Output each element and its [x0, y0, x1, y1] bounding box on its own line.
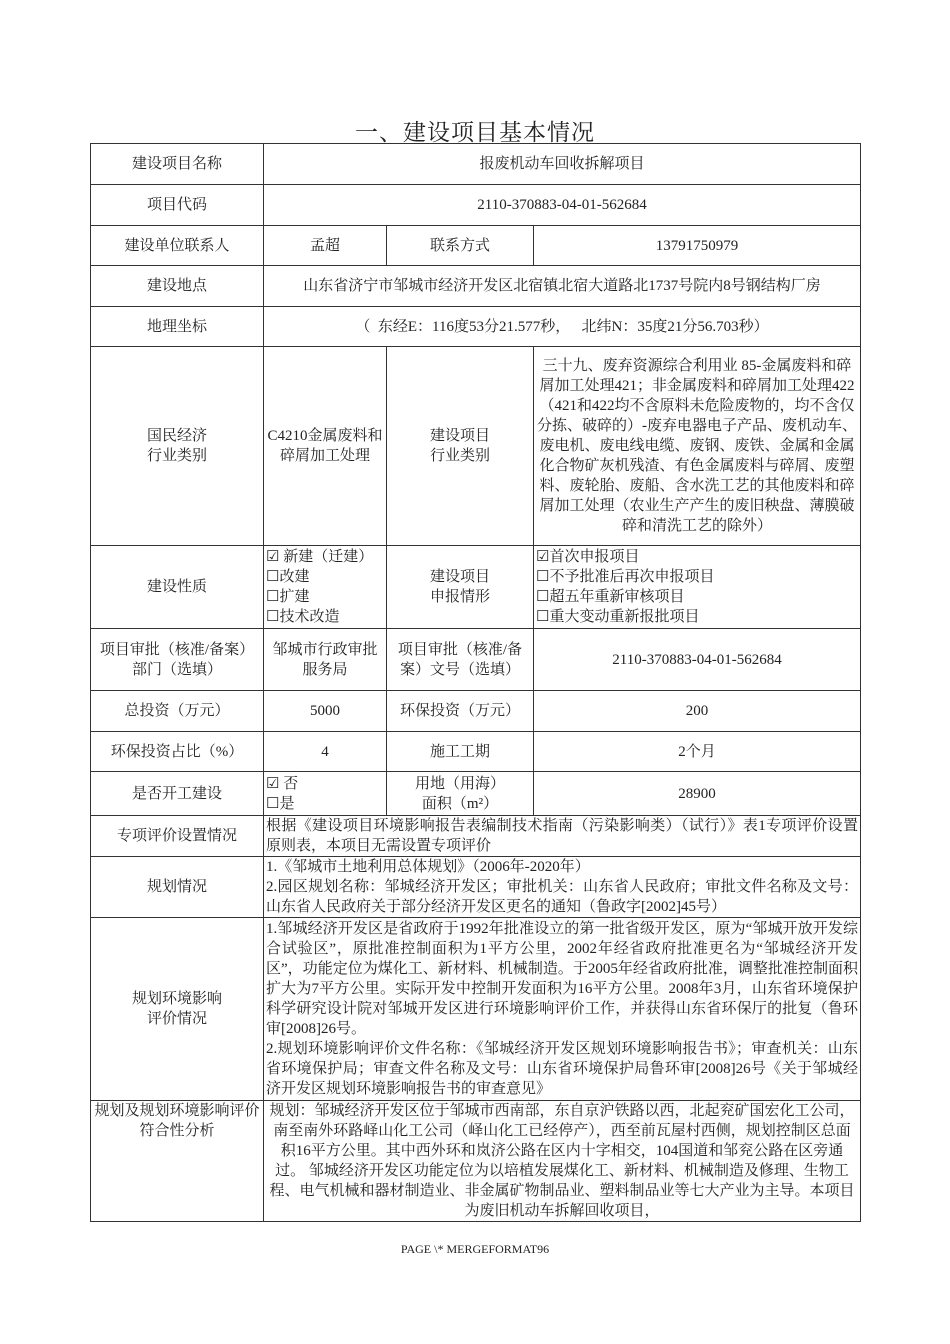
label-line: 面积（m²） [421, 795, 499, 812]
label: 项目审批（核准/备案）部门（选填） [91, 629, 264, 691]
value: 13791750979 [534, 226, 861, 266]
row-industry [91, 347, 861, 546]
checkbox-expand[interactable]: ☐扩建 [266, 589, 310, 605]
label [387, 772, 534, 816]
checkbox-major-change[interactable]: ☐重大变动重新报批项目 [536, 609, 700, 625]
value: 4 [264, 732, 387, 772]
project-info-table [90, 143, 861, 1222]
value: （ 东经E：116度53分21.577秒， 北纬N：35度21分56.703秒） [264, 307, 861, 347]
value: 根据《建设项目环境影响报告表编制技术指南（污染影响类）（试行）》表1专项评价设置原则表，本项目无需设置专项评价 [264, 816, 861, 857]
label: 规划情况 [91, 857, 264, 918]
label: 项目审批（核准/备案）文号（选填） [387, 629, 534, 691]
label: 是否开工建设 [91, 772, 264, 816]
value: 200 [534, 691, 861, 732]
label-line: 行业类别 [146, 448, 207, 464]
label: 建设地点 [91, 266, 264, 307]
value [264, 857, 861, 918]
label: 专项评价设置情况 [91, 816, 264, 857]
value: 三十九、废弃资源综合利用业 85-金属废料和碎屑加工处理421；非金属废料和碎屑加工处理422（421和422均不含原料未危险废物的，均不含仅分拣、破碎的）-废弃电器电子产品、废机动车、废电机、废电线电缆、废钢、废铁、金属和金属化合物矿灰机残渣、有色金属废料与碎屑、废塑料、废轮胎、废船、含水洗工艺的其他废料和碎屑加工处理（农业生产产生的废旧秧盘、薄膜破碎和清洗工艺的除外） [534, 347, 861, 546]
row-nature [91, 546, 861, 629]
value: 邹城市行政审批服务局 [264, 629, 387, 691]
label-line: 建设项目 [429, 428, 490, 444]
checkbox-first[interactable]: ☑首次申报项目 [536, 549, 640, 565]
checkbox-reaudit[interactable]: ☐超五年重新审核项目 [536, 589, 685, 605]
section-title: 一、建设项目基本情况 [355, 120, 595, 145]
label: 地理坐标 [91, 307, 264, 347]
value [264, 918, 861, 1101]
eia-line: 2.规划环境影响评价文件名称：《邹城经济开发区规划环境影响报告书》；审查机关：山东省环境保护局；审查文件名称及文号：山东省环境保护局鲁环审[2008]26号《关于邹城经济开发区规划环境影响报告书的审查意见》 [266, 1041, 858, 1097]
label: 建设单位联系人 [91, 226, 264, 266]
label-line: 评价情况 [146, 1011, 207, 1027]
label: 规划及规划环境影响评价符合性分析 [91, 1101, 264, 1222]
label-line: 建设项目 [429, 569, 490, 585]
planning-line: 1.《邹城市土地利用总体规划》（2006年-2020年） [266, 859, 590, 875]
label [387, 347, 534, 546]
value: 2个月 [534, 732, 861, 772]
value: 规划：邹城经济开发区位于邹城市西南部，东自京沪铁路以西，北起兖矿国宏化工公司，南至南外环路峄山化工公司（峄山化工已经停产），西至前瓦屋村西侧，规划控制区总面积16平方公里。其中西外环和岚济公路在区内十字相交，104国道和邹兖公路在区旁通过。 邹城经济开发区功能定位为以培植发展煤化工、新材料、机械制造及修理、生物工程、电气机械和器材制造业、非金属矿物制品业、塑料制品业等七大产业为主导。本项目为废旧机动车拆解回收项目， [264, 1101, 861, 1222]
row-eia [91, 918, 861, 1101]
row-location [91, 266, 861, 307]
row-contact [91, 226, 861, 266]
row-coords [91, 307, 861, 347]
label: 联系方式 [387, 226, 534, 266]
value: 山东省济宁市邹城市经济开发区北宿镇北宿大道路北1737号院内8号钢结构厂房 [264, 266, 861, 307]
label: 环保投资（万元） [387, 691, 534, 732]
row-special [91, 816, 861, 857]
label: 施工工期 [387, 732, 534, 772]
label-line: 规划环境影响 [131, 991, 222, 1007]
checkbox-rebuild[interactable]: ☐改建 [266, 569, 310, 585]
label-line: 国民经济 [146, 428, 207, 444]
label: 建设性质 [91, 546, 264, 629]
checkbox-resubmit[interactable]: ☐不予批准后再次申报项目 [536, 569, 715, 585]
checkbox-yes[interactable]: ☐是 [266, 795, 295, 812]
eia-line: 1.邹城经济开发区是省政府于1992年批准设立的第一批省级开发区，原为“邹城开放开发综合试验区”，原批准控制面积为1平方公里，2002年经省政府批准更名为“邹城经济开发区”，功能定位为煤化工、新材料、机械制造。于2005年经省政府批准，调整批准控制面积扩大为7平方公里。实际开发中控制开发面积为16平方公里。2008年3月，山东省环境保护科学研究设计院对邹城开发区进行环境影响评价工作，并获得山东省环保厅的批复（鲁环审[2008]26号。 [266, 921, 858, 1037]
label: 环保投资占比（%） [91, 732, 264, 772]
page-footer: PAGE \* MERGEFORMAT96 [400, 1242, 550, 1256]
value: C4210金属废料和碎屑加工处理 [264, 347, 387, 546]
label-line: 申报情形 [429, 589, 490, 605]
label-line: 行业类别 [429, 448, 490, 464]
options [264, 772, 387, 816]
row-approval [91, 629, 861, 691]
value: 28900 [534, 772, 861, 816]
row-started [91, 772, 861, 816]
label-line: 用地（用海） [414, 775, 505, 792]
row-compliance [91, 1101, 861, 1222]
options [534, 546, 861, 629]
label [91, 918, 264, 1101]
label [91, 347, 264, 546]
planning-line: 2.园区规划名称：邹城经济开发区；审批机关：山东省人民政府；审批文件名称及文号：山东省人民政府关于部分经济开发区更名的通知（鲁政字[2002]45号） [266, 879, 858, 915]
row-planning [91, 857, 861, 918]
row-investment [91, 691, 861, 732]
checkbox-no[interactable]: ☑ 否 [266, 775, 299, 792]
checkbox-tech[interactable]: ☐技术改造 [266, 609, 340, 625]
value: 5000 [264, 691, 387, 732]
options [264, 546, 387, 629]
value: 报废机动车回收拆解项目 [264, 144, 861, 185]
label [387, 546, 534, 629]
label: 建设项目名称 [91, 144, 264, 185]
value: 2110-370883-04-01-562684 [534, 629, 861, 691]
row-code [91, 185, 861, 226]
row-ratio [91, 732, 861, 772]
row-name [91, 144, 861, 185]
label: 项目代码 [91, 185, 264, 226]
label: 总投资（万元） [91, 691, 264, 732]
value: 2110-370883-04-01-562684 [264, 185, 861, 226]
checkbox-new[interactable]: ☑ 新建（迁建） [266, 549, 374, 565]
value: 孟超 [264, 226, 387, 266]
